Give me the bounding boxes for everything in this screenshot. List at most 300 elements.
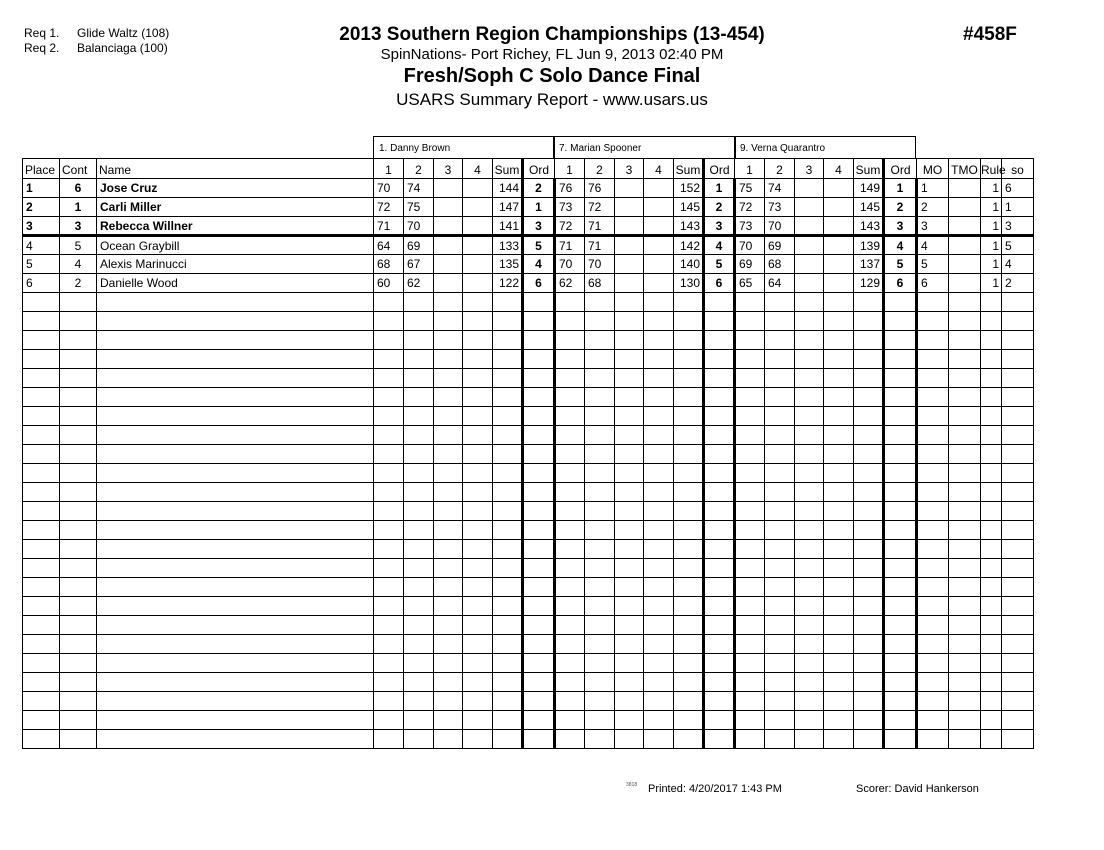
ord-cell [704,502,735,521]
score4-cell [463,426,493,445]
score4-cell [463,635,493,654]
so-cell [1002,407,1034,426]
rule-cell [981,464,1002,483]
sum-cell [854,483,884,502]
table-row [23,274,1034,293]
name-cell [97,616,374,635]
place-cell: 5 [23,255,60,274]
sum-cell [854,616,884,635]
score3-cell [615,407,644,426]
score3-cell [434,635,463,654]
so-cell [1002,692,1034,711]
score2-cell [404,331,434,350]
table-row [23,179,1034,198]
tmo-cell [949,255,981,274]
report-title: 2013 Southern Region Championships (13-454) [339,24,765,45]
score3-cell [434,654,463,673]
place-cell [23,350,60,369]
so-cell [1002,578,1034,597]
col-judge1-sum: Sum [493,159,523,179]
score1-cell: 68 [374,255,404,274]
score2-cell [765,350,795,369]
ord-cell [704,521,735,540]
ord-cell: 3 [704,217,735,236]
ord-cell [884,578,917,597]
name-cell [97,635,374,654]
score2-cell: 72 [585,198,615,217]
name-cell [97,483,374,502]
score1-cell [555,331,585,350]
score4-cell [824,711,854,730]
score1-cell [555,673,585,692]
score2-cell [404,654,434,673]
sum-cell [674,445,704,464]
score1-cell [735,426,765,445]
sum-cell: 143 [854,217,884,236]
score4-cell [644,559,674,578]
sum-cell: 142 [674,236,704,255]
sum-cell [854,502,884,521]
score2-cell: 62 [404,274,434,293]
sum-cell: 149 [854,179,884,198]
name-cell [97,730,374,749]
rule-cell [981,597,1002,616]
score2-cell: 69 [404,236,434,255]
sum-cell [493,559,523,578]
score3-cell [795,540,824,559]
sum-cell [854,597,884,616]
score4-cell [644,521,674,540]
score4-cell [644,445,674,464]
ord-cell [704,483,735,502]
ord-cell [884,654,917,673]
ord-cell [884,331,917,350]
score1-cell [374,559,404,578]
score3-cell [434,350,463,369]
score3-cell [434,711,463,730]
sum-cell [854,711,884,730]
score4-cell [463,578,493,597]
judge-name: 7. Marian Spooner [559,143,642,154]
tmo-cell [949,597,981,616]
name-cell [97,312,374,331]
score2-cell [404,559,434,578]
ord-cell [884,673,917,692]
score2-cell [765,521,795,540]
score2-cell [404,388,434,407]
name-cell [97,388,374,407]
sum-cell: 144 [493,179,523,198]
cont-cell [60,483,97,502]
place-cell [23,483,60,502]
score3-cell [795,445,824,464]
empty-row [23,331,1034,350]
tmo-cell [949,616,981,635]
mo-cell [917,464,949,483]
cont-cell [60,578,97,597]
score4-cell [824,673,854,692]
empty-row [23,654,1034,673]
score3-cell [795,331,824,350]
ord-cell: 1 [884,179,917,198]
tmo-cell [949,426,981,445]
so-cell [1002,559,1034,578]
place-cell [23,521,60,540]
sum-cell [854,312,884,331]
score1-cell [374,654,404,673]
tmo-cell [949,483,981,502]
score3-cell [795,616,824,635]
rule-cell [981,407,1002,426]
ord-cell: 2 [884,198,917,217]
requirement-value: Glide Waltz (108) [77,26,170,40]
score4-cell [824,312,854,331]
tmo-cell [949,388,981,407]
sum-cell: 147 [493,198,523,217]
ord-cell [523,616,555,635]
score2-cell: 76 [585,179,615,198]
ord-cell [523,312,555,331]
score3-cell [434,388,463,407]
ord-cell [884,293,917,312]
place-cell [23,559,60,578]
score1-cell [374,616,404,635]
tmo-cell [949,502,981,521]
score3-cell [795,673,824,692]
footer-code: 3818 [626,782,638,788]
cont-cell: 1 [60,198,97,217]
score4-cell [644,426,674,445]
sum-cell [493,426,523,445]
ord-cell [523,445,555,464]
score4-cell [824,407,854,426]
cont-cell [60,597,97,616]
sum-cell: 143 [674,217,704,236]
so-cell: 2 [1002,274,1034,293]
score3-cell [434,236,463,255]
col-judge3-sum: Sum [854,159,884,179]
ord-cell: 3 [523,217,555,236]
empty-row [23,597,1034,616]
ord-cell [523,388,555,407]
score1-cell [735,350,765,369]
so-cell [1002,426,1034,445]
score1-cell [374,521,404,540]
sum-cell [493,597,523,616]
name-cell: Danielle Wood [97,274,374,293]
requirement-value: Balanciaga (100) [77,41,168,55]
ord-cell [884,616,917,635]
tmo-cell [949,236,981,255]
score2-cell: 64 [765,274,795,293]
ord-cell: 4 [523,255,555,274]
score1-cell [735,445,765,464]
ord-cell: 2 [523,179,555,198]
score2-cell [585,293,615,312]
empty-row [23,673,1034,692]
score2-cell [404,445,434,464]
so-cell [1002,464,1034,483]
col-judge3-ord: Ord [884,159,917,179]
sum-cell [674,635,704,654]
mo-cell [917,388,949,407]
col-judge1-ord: Ord [523,159,555,179]
score2-cell: 74 [404,179,434,198]
ord-cell [884,426,917,445]
score4-cell [824,540,854,559]
score3-cell [434,274,463,293]
score1-cell [374,635,404,654]
rule-cell [981,293,1002,312]
judge-name: 9. Verna Quarantro [740,143,826,154]
score2-cell [404,597,434,616]
score2-cell [404,369,434,388]
score2-cell [404,350,434,369]
mo-cell [917,540,949,559]
score2-cell [765,616,795,635]
score2-cell: 74 [765,179,795,198]
ord-cell: 3 [884,217,917,236]
name-cell [97,559,374,578]
tmo-cell [949,673,981,692]
score3-cell [434,407,463,426]
rule-cell [981,540,1002,559]
rule-cell [981,635,1002,654]
cont-cell [60,654,97,673]
score4-cell [824,483,854,502]
score2-cell [404,540,434,559]
mo-cell [917,654,949,673]
sum-cell [674,312,704,331]
so-cell [1002,711,1034,730]
ord-cell [523,464,555,483]
mo-cell: 2 [917,198,949,217]
score3-cell [795,464,824,483]
sum-cell [493,673,523,692]
sum-cell [674,388,704,407]
place-cell [23,654,60,673]
score4-cell [463,445,493,464]
sum-cell [674,540,704,559]
score2-cell [765,635,795,654]
score2-cell [585,350,615,369]
score1-cell [735,540,765,559]
score4-cell [644,597,674,616]
score3-cell [615,369,644,388]
score3-cell [795,274,824,293]
score4-cell [463,673,493,692]
sum-cell [493,730,523,749]
name-cell [97,369,374,388]
ord-cell [704,445,735,464]
sum-cell [854,464,884,483]
score3-cell [434,312,463,331]
score4-cell [824,198,854,217]
score2-cell [585,730,615,749]
score3-cell [615,654,644,673]
score2-cell: 75 [404,198,434,217]
score4-cell [644,673,674,692]
score3-cell [434,559,463,578]
score2-cell [765,502,795,521]
score1-cell [374,540,404,559]
ord-cell [523,407,555,426]
score3-cell [434,293,463,312]
ord-cell: 4 [704,236,735,255]
score3-cell [434,673,463,692]
score2-cell [765,426,795,445]
score4-cell [463,293,493,312]
place-cell [23,711,60,730]
table-row [23,217,1034,236]
score2-cell: 70 [585,255,615,274]
sum-cell [674,616,704,635]
score4-cell [644,578,674,597]
score4-cell [463,388,493,407]
sum-cell [854,692,884,711]
mo-cell [917,445,949,464]
so-cell: 1 [1002,198,1034,217]
score2-cell [765,597,795,616]
place-cell [23,502,60,521]
rule-cell [981,578,1002,597]
score1-cell: 73 [735,217,765,236]
score2-cell [585,692,615,711]
ord-cell [523,559,555,578]
score4-cell [824,654,854,673]
sum-cell [674,578,704,597]
place-cell [23,464,60,483]
score1-cell [374,445,404,464]
score1-cell [555,483,585,502]
place-cell [23,388,60,407]
score4-cell [824,331,854,350]
sum-cell: 129 [854,274,884,293]
rule-cell [981,502,1002,521]
score2-cell [585,407,615,426]
score3-cell [615,274,644,293]
rule-cell [981,730,1002,749]
score4-cell [824,255,854,274]
tmo-cell [949,198,981,217]
ord-cell [884,597,917,616]
score1-cell: 72 [374,198,404,217]
place-cell [23,312,60,331]
tmo-cell [949,635,981,654]
cont-cell [60,540,97,559]
score1-cell [555,426,585,445]
score1-cell [555,445,585,464]
score2-cell [765,445,795,464]
cont-cell [60,312,97,331]
score4-cell [644,331,674,350]
sum-cell [493,312,523,331]
score2-cell [404,635,434,654]
rule-cell [981,673,1002,692]
score3-cell [615,217,644,236]
name-cell [97,502,374,521]
sum-cell [854,635,884,654]
name-cell [97,445,374,464]
ord-cell [523,521,555,540]
sum-cell: 133 [493,236,523,255]
sum-cell: 137 [854,255,884,274]
ord-cell [704,559,735,578]
empty-row [23,559,1034,578]
score4-cell [644,236,674,255]
score1-cell [555,730,585,749]
rule-cell: 1 [981,255,1002,274]
score3-cell [795,426,824,445]
score1-cell [374,388,404,407]
score2-cell [404,483,434,502]
ord-cell [884,369,917,388]
score2-cell [404,730,434,749]
score4-cell [463,274,493,293]
score3-cell [615,578,644,597]
sum-cell: 139 [854,236,884,255]
sum-cell [493,293,523,312]
sum-cell [854,673,884,692]
cont-cell: 4 [60,255,97,274]
results-table [22,158,1034,749]
col-judge3-j1: 1 [735,159,765,179]
score2-cell: 70 [765,217,795,236]
name-cell: Rebecca Willner [97,217,374,236]
score4-cell [644,730,674,749]
score4-cell [824,692,854,711]
score4-cell [463,559,493,578]
sum-cell: 135 [493,255,523,274]
score1-cell [735,578,765,597]
sum-cell [674,331,704,350]
score4-cell [824,179,854,198]
score1-cell: 69 [735,255,765,274]
score1-cell: 72 [735,198,765,217]
score4-cell [824,293,854,312]
so-cell [1002,540,1034,559]
score1-cell [735,369,765,388]
ord-cell [884,407,917,426]
tmo-cell [949,730,981,749]
score1-cell [374,597,404,616]
mo-cell: 4 [917,236,949,255]
rule-cell: 1 [981,217,1002,236]
score1-cell [374,407,404,426]
score2-cell [404,521,434,540]
score2-cell [765,692,795,711]
score3-cell [795,312,824,331]
tmo-cell [949,217,981,236]
mo-cell [917,673,949,692]
so-cell: 4 [1002,255,1034,274]
ord-cell [523,711,555,730]
score1-cell [735,502,765,521]
rule-cell: 1 [981,198,1002,217]
score3-cell [795,578,824,597]
score4-cell [463,255,493,274]
tmo-cell [949,445,981,464]
cont-cell: 6 [60,179,97,198]
col-judge3-j3: 3 [795,159,824,179]
table-row [23,255,1034,274]
score2-cell [765,578,795,597]
score1-cell [555,464,585,483]
col-tmo: TMO [949,159,981,179]
sum-cell [674,521,704,540]
mo-cell [917,635,949,654]
score1-cell [374,711,404,730]
